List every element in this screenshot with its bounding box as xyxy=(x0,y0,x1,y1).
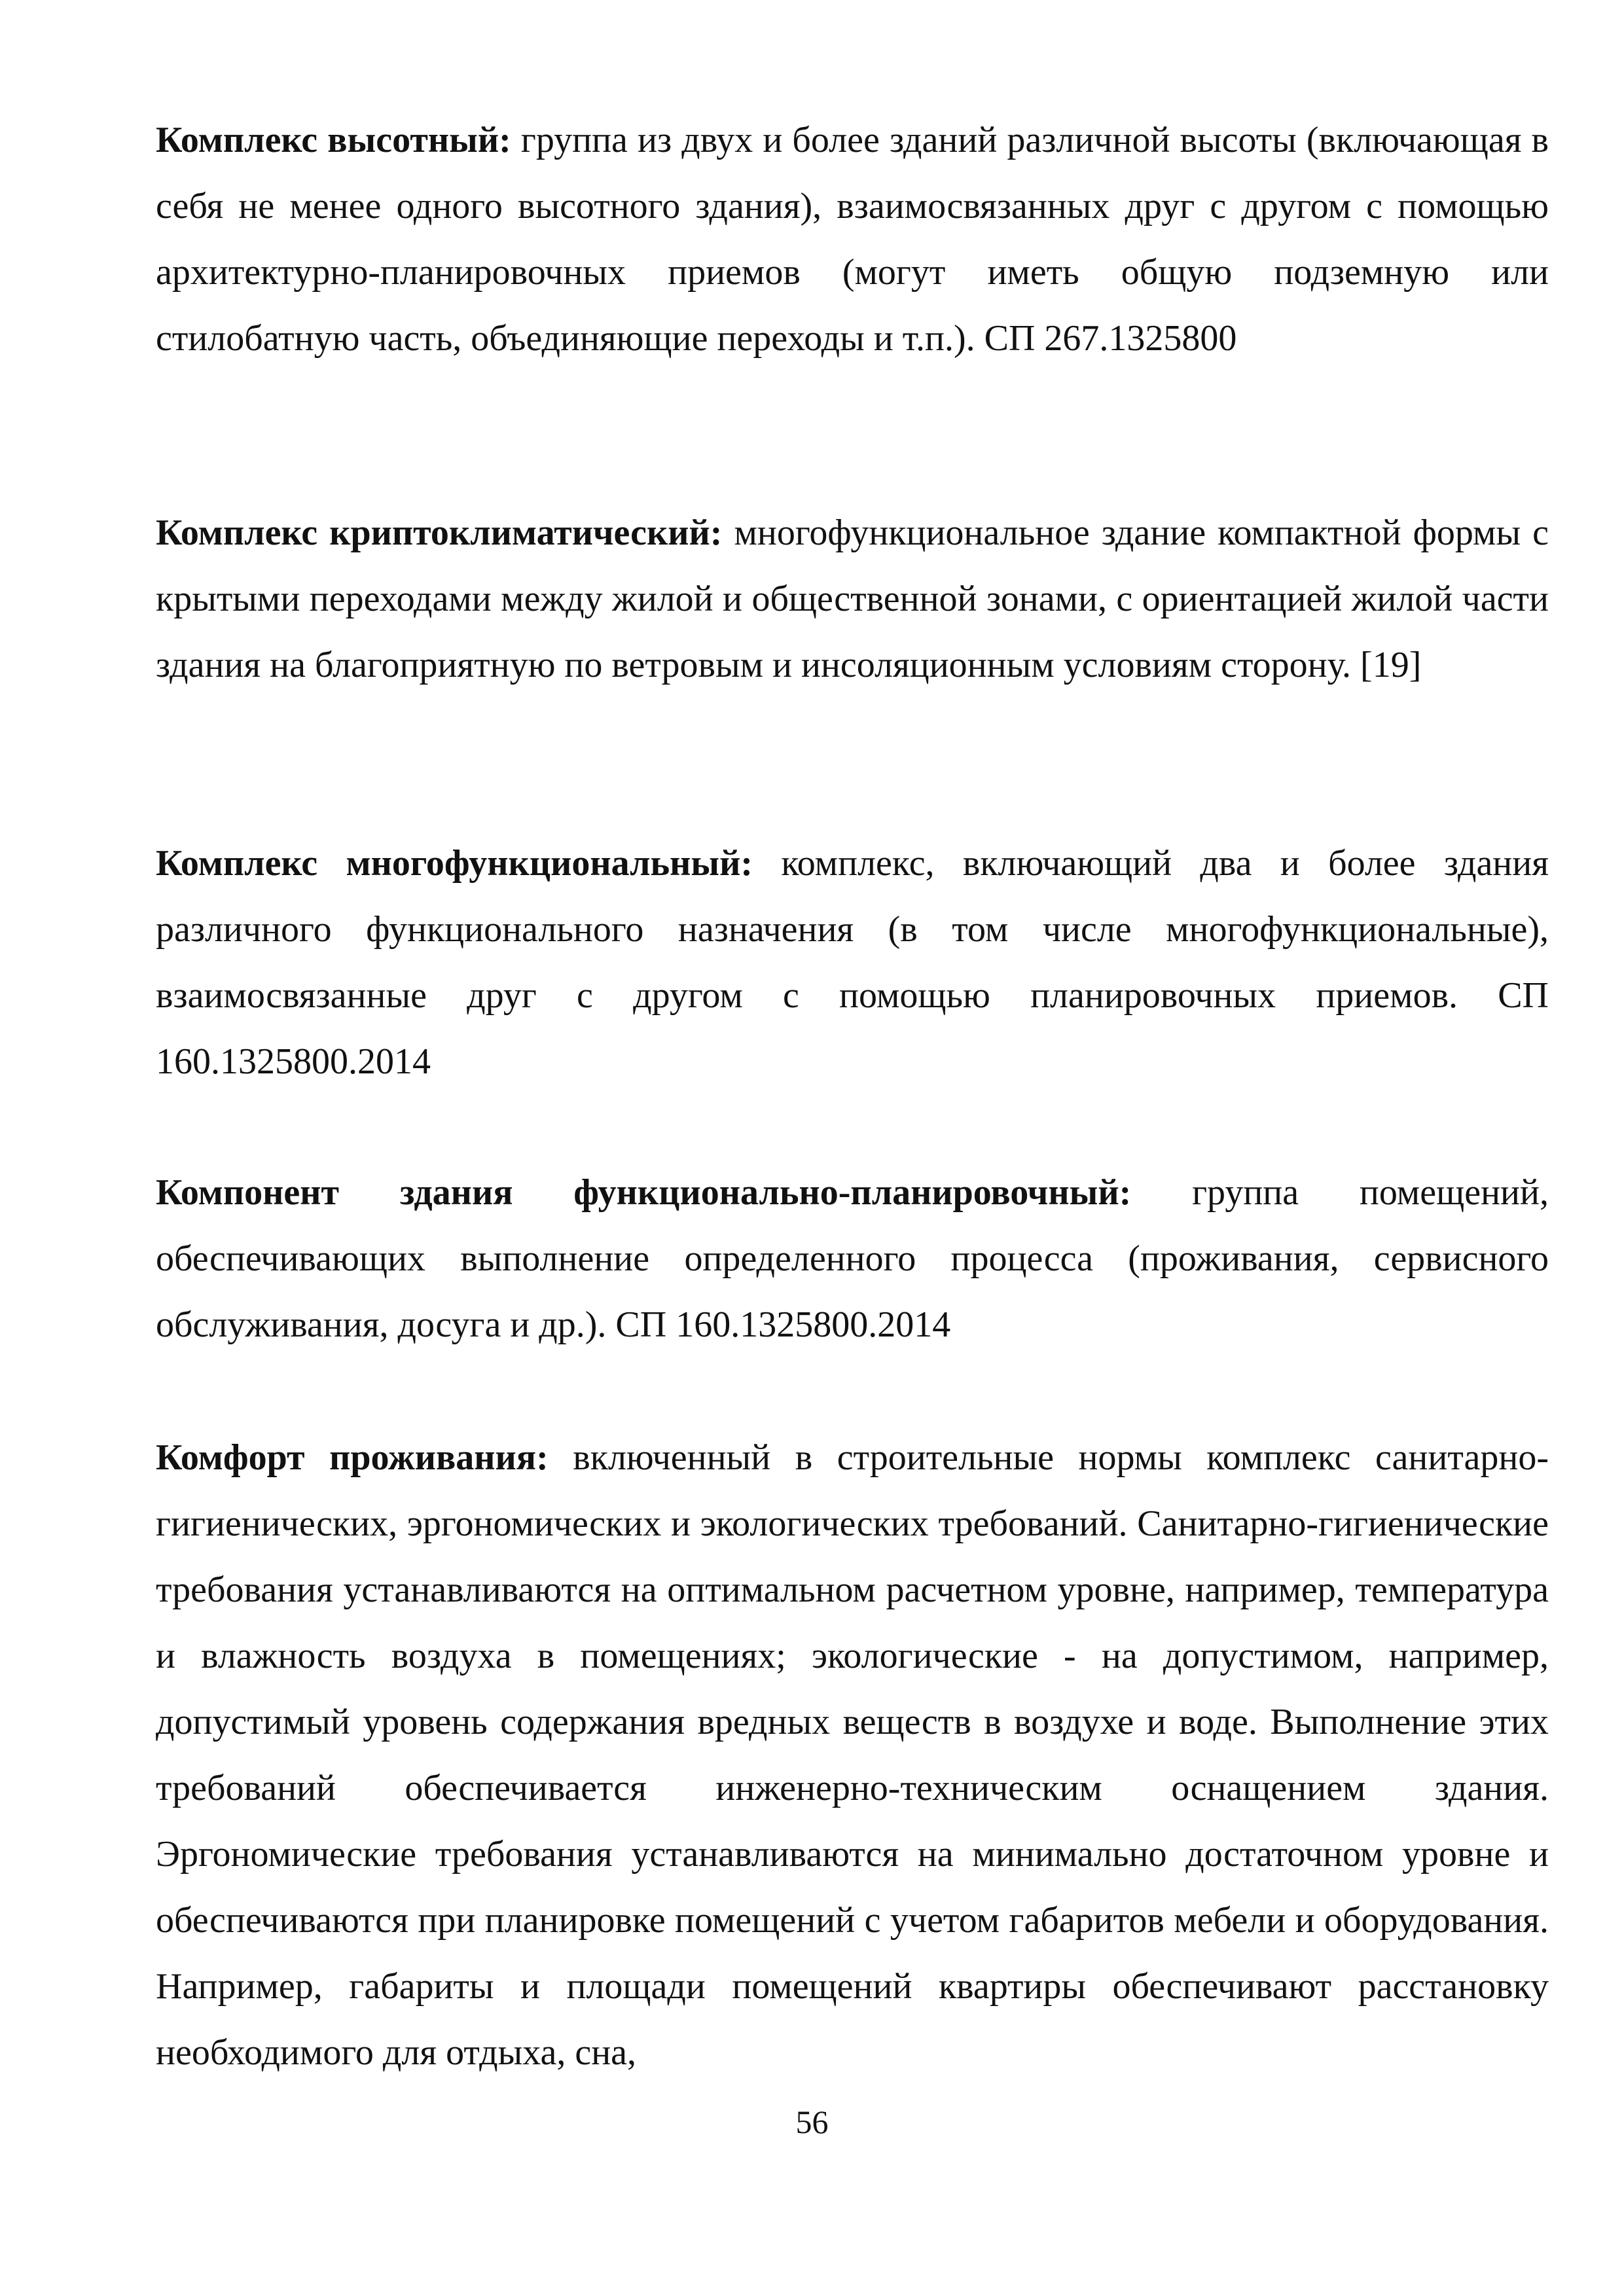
definition-entry-high-rise-complex xyxy=(156,107,1549,372)
definition-text: группа помещений, обеспечивающих выполнение определенного процесса (проживания, сервисного обслуживания, досуга и др.). СП 160.1325800.2014 xyxy=(156,1172,1549,1345)
definition-term: Комплекс высотный: xyxy=(156,120,511,160)
definition-term: Компонент здания функционально-планировочный: xyxy=(156,1172,1132,1213)
definition-text: многофункциональное здание компактной формы с крытыми переходами между жилой и общественной зонами, с ориентацией жилой части здания на благоприятную по ветровым и инсоляционным условиям сторону. [19] xyxy=(156,512,1549,685)
definition-entry-living-comfort xyxy=(156,1425,1549,2086)
page-number: 56 xyxy=(795,2104,829,2140)
definition-text: включенный в строительные нормы комплекс санитарно-гигиенических, эргономических и экологических требований. Санитарно-гигиенические требования устанавливаются на оптимальном расчетном уровне, например, температура и влажность воздуха в помещениях; экологические - на допустимом, например, допустимый уровень содержания вредных веществ в воздухе и воде. Выполнение этих требований обеспечивается инженерно-техническим оснащением здания. Эргономические требования устанавливаются на минимально достаточном уровне и обеспечиваются при планировке помещений с учетом габаритов мебели и оборудования. Например, габариты и площади помещений квартиры обеспечивают расстановку необходимого для отдыха, сна, xyxy=(156,1437,1549,2073)
definition-term: Комплекс многофункциональный: xyxy=(156,843,753,884)
definition-term: Комплекс криптоклиматический: xyxy=(156,512,723,553)
definition-entry-multifunctional-complex xyxy=(156,831,1549,1095)
definition-text: группа из двух и более зданий различной высоты (включающая в себя не менее одного высотного здания), взаимосвязанных друг с другом с помощью архитектурно-планировочных приемов (могут иметь общую подземную или стилобатную часть, объединяющие переходы и т.п.). СП 267.1325800 xyxy=(156,120,1549,359)
definition-term: Комфорт проживания: xyxy=(156,1437,549,1478)
definition-entry-cryptoclimatic-complex xyxy=(156,500,1549,698)
definition-entry-building-component xyxy=(156,1160,1549,1358)
definition-text: комплекс, включающий два и более здания различного функционального назначения (в том числе многофункциональные), взаимосвязанные друг с другом с помощью планировочных приемов. СП 160.1325800.2014 xyxy=(156,843,1549,1082)
